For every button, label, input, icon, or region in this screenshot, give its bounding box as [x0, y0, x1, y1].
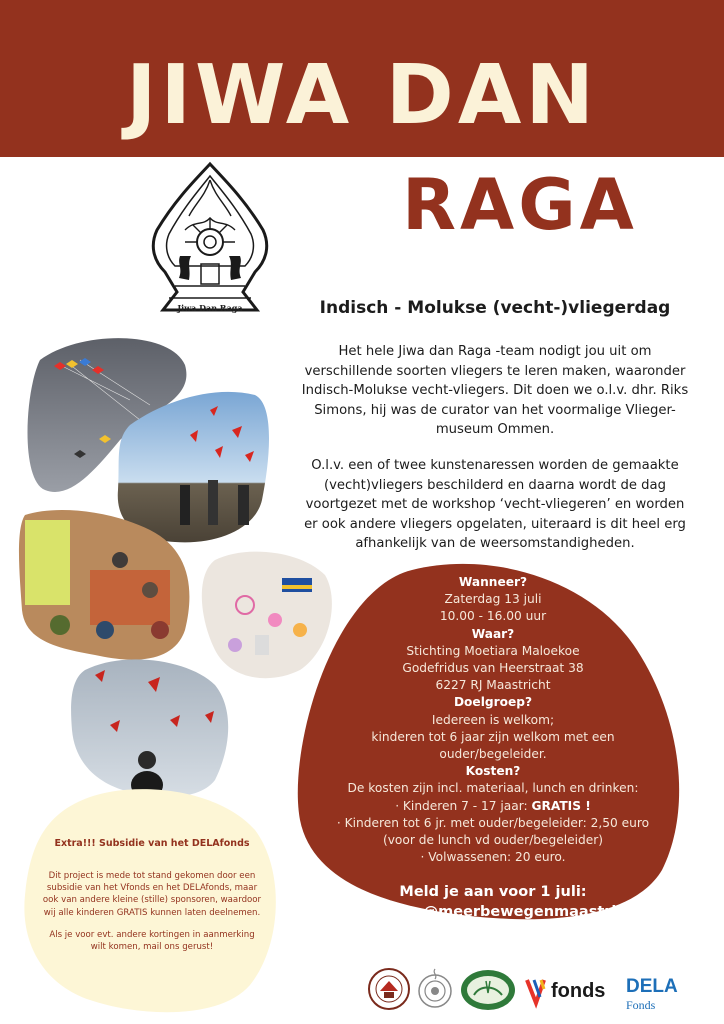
cost-label: Kosten?	[465, 764, 521, 779]
photo-red-kites-sky	[71, 659, 228, 799]
when-label: Wanneer?	[458, 575, 528, 589]
cost-kids-label: · Kinderen 7 - 17 jaar:	[395, 798, 532, 813]
subsidy-text	[42, 870, 262, 953]
event-time: 10.00 - 16.00 uur	[439, 609, 547, 624]
audience-line-2: kinderen tot 6 jaar zijn welkom met een ouder/begeleider.	[371, 729, 615, 762]
cost-kids-free: GRATIS !	[531, 798, 591, 813]
cost-adults: · Volwassenen: 20 euro.	[420, 850, 566, 865]
intro-paragraph-1: Het hele Jiwa dan Raga -team nodigt jou uit om verschillende soorten vliegers te leren maken, waaronder Indisch-Molukse vecht-vliegers. Dit doen we o.l.v. dhr. Riks Simons, hij was de curator van het voormalige Vlieger-museum Ommen.	[301, 344, 689, 437]
subsidy-paragraph-2: Als je voor evt. andere kortingen in aanmerking wilt komen, mail ons gerust!	[49, 929, 255, 953]
sponsor-logo-1	[369, 969, 409, 1009]
cost-small-note: (voor de lunch vd ouder/begeleider)	[382, 833, 604, 848]
sponsor-logo-2	[419, 969, 451, 1007]
cost-small-children: · Kinderen tot 6 jr. met ouder/begeleider: 2,50 euro	[336, 815, 650, 830]
event-date: Zaterdag 13 juli	[444, 592, 542, 607]
audience-line-1: Iedereen is welkom;	[431, 712, 555, 727]
cost-kids	[318, 798, 668, 815]
subsidy-paragraph-1: Dit project is mede tot stand gekomen door een subsidie van het Vfonds en het DELAfonds, maar ook van andere kleine (stille) sponsoren, waardoor wij alle kinderen GRATIS kunnen laten deelnemen.	[42, 871, 262, 918]
subsidy-title: Extra!!! Subsidie van het DELAfonds	[54, 838, 250, 849]
intro-paragraph-2: O.l.v. een of twee kunstenaressen worden de gemaakte (vecht)vliegers beschilderd en daarna wordt de dag voortgezet met de workshop ‘vecht-vliegeren’ en worden er ook andere vliegers opgelaten, uiteraard is dit heel erg afhankelijk van de weersomstandigheden.	[304, 458, 686, 551]
title-line-2: RAGA	[402, 164, 638, 246]
where-label: Waar?	[471, 626, 515, 641]
signup-email-link[interactable]: jiwadanraga@meerbewegenmaastricht.nl	[322, 904, 664, 921]
dela-logo-name: DELA	[626, 976, 678, 997]
vfonds-logo-mark	[527, 980, 544, 1003]
sponsor-logo-3	[461, 970, 515, 1010]
title-line-1: JIWA DAN	[126, 48, 598, 143]
venue-street: Godefridus van Heerstraat 38	[402, 661, 584, 676]
vfonds-logo-text: fonds	[551, 980, 606, 1002]
event-subtitle: Indisch - Molukse (vecht-)vliegerdag	[319, 298, 671, 318]
audience-label: Doelgroep?	[453, 695, 533, 710]
dela-logo-sub: Fonds	[626, 998, 656, 1012]
cost-intro: De kosten zijn incl. materiaal, lunch en drinken:	[347, 781, 639, 796]
gunungan-logo	[145, 160, 275, 325]
signup-deadline: Meld je aan voor 1 juli:	[399, 884, 587, 901]
venue-city: 6227 RJ Maastricht	[435, 678, 551, 693]
logo-text: Jiwa Dan Raga	[177, 303, 243, 313]
event-info	[318, 574, 668, 922]
venue-name: Stichting Moetiara Maloekoe	[406, 643, 580, 658]
signup-call-to-action	[318, 882, 668, 922]
